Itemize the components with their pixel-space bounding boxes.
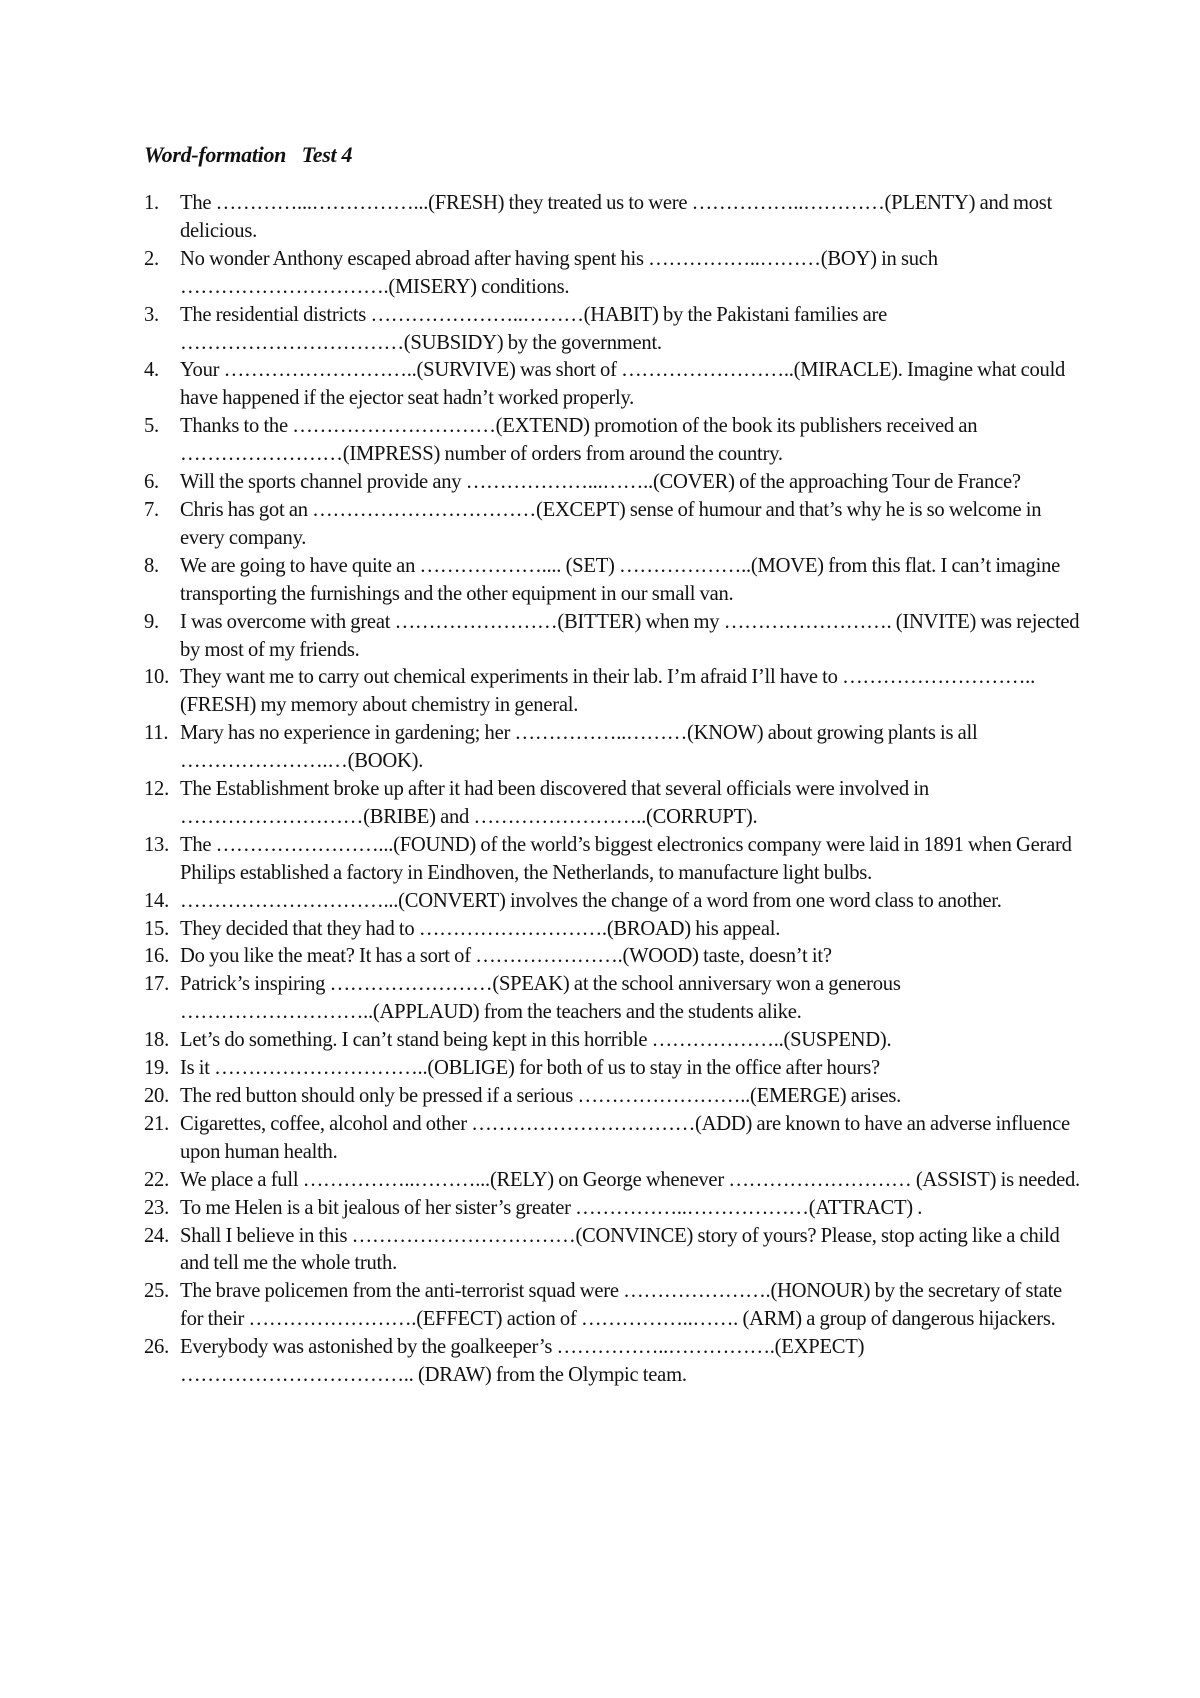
item-number: 1. [144,192,159,214]
item-number: 4. [144,359,159,382]
item-number: 6. [144,471,159,494]
exercise-item [144,720,1084,776]
item-text: Thanks to the …………………………(EXTEND) promotion of the book its publishers received an ……………………(IMPRESS) number of orders from around the country. [180,415,978,466]
exercise-item [144,1055,1084,1083]
item-number: 10. [144,666,169,689]
item-number: 25. [144,1280,169,1303]
item-number: 15. [144,917,169,940]
item-number: 19. [144,1057,169,1080]
exercise-item [144,916,1084,944]
item-text: …………………………...(CONVERT) involves the change of a word from one word class to another. [180,889,1002,912]
item-number: 7. [144,498,159,521]
item-number: 2. [144,247,159,270]
item-text: Your ………………………..(SURVIVE) was short of ……………………..(MIRACLE). Imagine what could have happened if the ejector seat hadn’t worked properly. [180,359,1066,410]
exercise-item [144,609,1084,665]
item-number: 23. [144,1196,169,1219]
item-text: The …………...……………...(FRESH) they treated us to were ……………..…………(PLENTY) and most delicious. [180,192,1053,242]
item-text: We are going to have quite an ……………….... (SET) ………………..(MOVE) from this flat. I can’t imagine transporting the furnishings and the other equipment in our small van. [180,554,1061,605]
item-number: 26. [144,1336,169,1359]
item-text: They decided that they had to ……………………….(BROAD) his appeal. [180,917,781,940]
exercise-item [144,664,1084,720]
item-text: Do you like the meat? It has a sort of ………………….(WOOD) taste, doesn’t it? [180,945,832,968]
item-text: The red button should only be pressed if a serious ……………………..(EMERGE) arises. [180,1085,902,1107]
item-text: The residential districts …………………..………(HABIT) by the Pakistani families are ……………………………(SUBSIDY) by the government. [180,303,888,354]
exercise-item [144,469,1084,497]
exercise-item [144,246,1084,302]
exercise-item [144,553,1084,609]
item-number: 21. [144,1112,169,1135]
item-number: 3. [144,303,159,326]
item-text: The Establishment broke up after it had been discovered that several officials were involved in ………………………(BRIBE) and ……………………..(CORRUPT). [180,778,929,828]
exercise-item [144,1223,1084,1279]
exercise-item [144,413,1084,469]
exercise-item [144,1334,1084,1390]
exercise-list [144,190,1084,1390]
item-number: 16. [144,945,169,968]
exercise-item [144,1195,1084,1223]
item-text: We place a full ……………..………...(RELY) on George whenever ……………………… (ASSIST) is needed. [180,1168,1080,1191]
exercise-item [144,1083,1084,1111]
exercise-item [144,971,1084,1027]
page-title: Word-formation Test 4 [144,142,353,167]
item-text: Mary has no experience in gardening; her ……………..………(KNOW) about growing plants is all ………………….…(BOOK). [180,722,978,773]
item-text: Patrick’s inspiring ……………………(SPEAK) at the school anniversary won a generous ………………………..(APPLAUD) from the teachers and the students alike. [180,973,901,1024]
item-text: No wonder Anthony escaped abroad after having spent his ……………..………(BOY) in such ………………………….(MISERY) conditions. [180,247,938,298]
item-text: They want me to carry out chemical experiments in their lab. I’m afraid I’ll have to ………………………..(FRESH) my memory about chemistry in general. [180,666,1035,717]
exercise-item [144,943,1084,971]
item-text: Let’s do something. I can’t stand being kept in this horrible ………………..(SUSPEND). [180,1029,892,1052]
exercise-item [144,832,1084,888]
item-text: Chris has got an ……………………………(EXCEPT) sense of humour and that’s why he is so welcome in every company. [180,498,1042,549]
exercise-item [144,357,1084,413]
item-number: 17. [144,973,169,996]
item-number: 11. [144,722,169,745]
exercise-item [144,1027,1084,1055]
item-text: Everybody was astonished by the goalkeeper’s ……………..…………….(EXPECT) …………………………….. (DRAW) from the Olympic team. [180,1336,865,1387]
item-number: 12. [144,778,169,801]
exercise-item [144,190,1084,246]
exercise-item [144,1278,1084,1334]
document-page [144,142,1084,1390]
item-text: Will the sports channel provide any ………………...……..(COVER) of the approaching Tour de France? [180,471,1021,494]
exercise-item [144,1111,1084,1167]
item-number: 20. [144,1085,169,1107]
exercise-item [144,1167,1084,1195]
item-number: 22. [144,1168,169,1191]
item-text: The ……………………...(FOUND) of the world’s biggest electronics company were laid in 1891 when Gerard Philips established a factory in Eindhoven, the Netherlands, to manufacture light bulbs. [180,833,1072,884]
exercise-item [144,497,1084,553]
item-number: 5. [144,415,159,438]
item-text: Cigarettes, coffee, alcohol and other ……………………………(ADD) are known to have an adverse influence upon human health. [180,1112,1070,1163]
exercise-item [144,776,1084,832]
item-number: 14. [144,889,169,912]
exercise-item [144,888,1084,916]
item-number: 13. [144,833,169,856]
item-number: 24. [144,1224,169,1247]
item-text: I was overcome with great ……………………(BITTER) when my ……………………. (INVITE) was rejected by most of my friends. [180,610,1080,661]
item-number: 9. [144,610,159,633]
item-number: 18. [144,1029,169,1052]
item-text: The brave policemen from the anti-terrorist squad were ………………….(HONOUR) by the secretary of state for their …………………….(EFFECT) action of ……………..……. (ARM) a group of dangerous hijackers. [180,1280,1062,1331]
item-text: Is it …………………………..(OBLIGE) for both of us to stay in the office after hours? [180,1057,880,1080]
exercise-item [144,302,1084,358]
item-text: Shall I believe in this ……………………………(CONVINCE) story of yours? Please, stop acting like a child and tell me the whole truth. [180,1224,1060,1275]
item-number: 8. [144,554,159,577]
item-text: To me Helen is a bit jealous of her sister’s greater ……………..………………(ATTRACT) . [180,1196,923,1219]
